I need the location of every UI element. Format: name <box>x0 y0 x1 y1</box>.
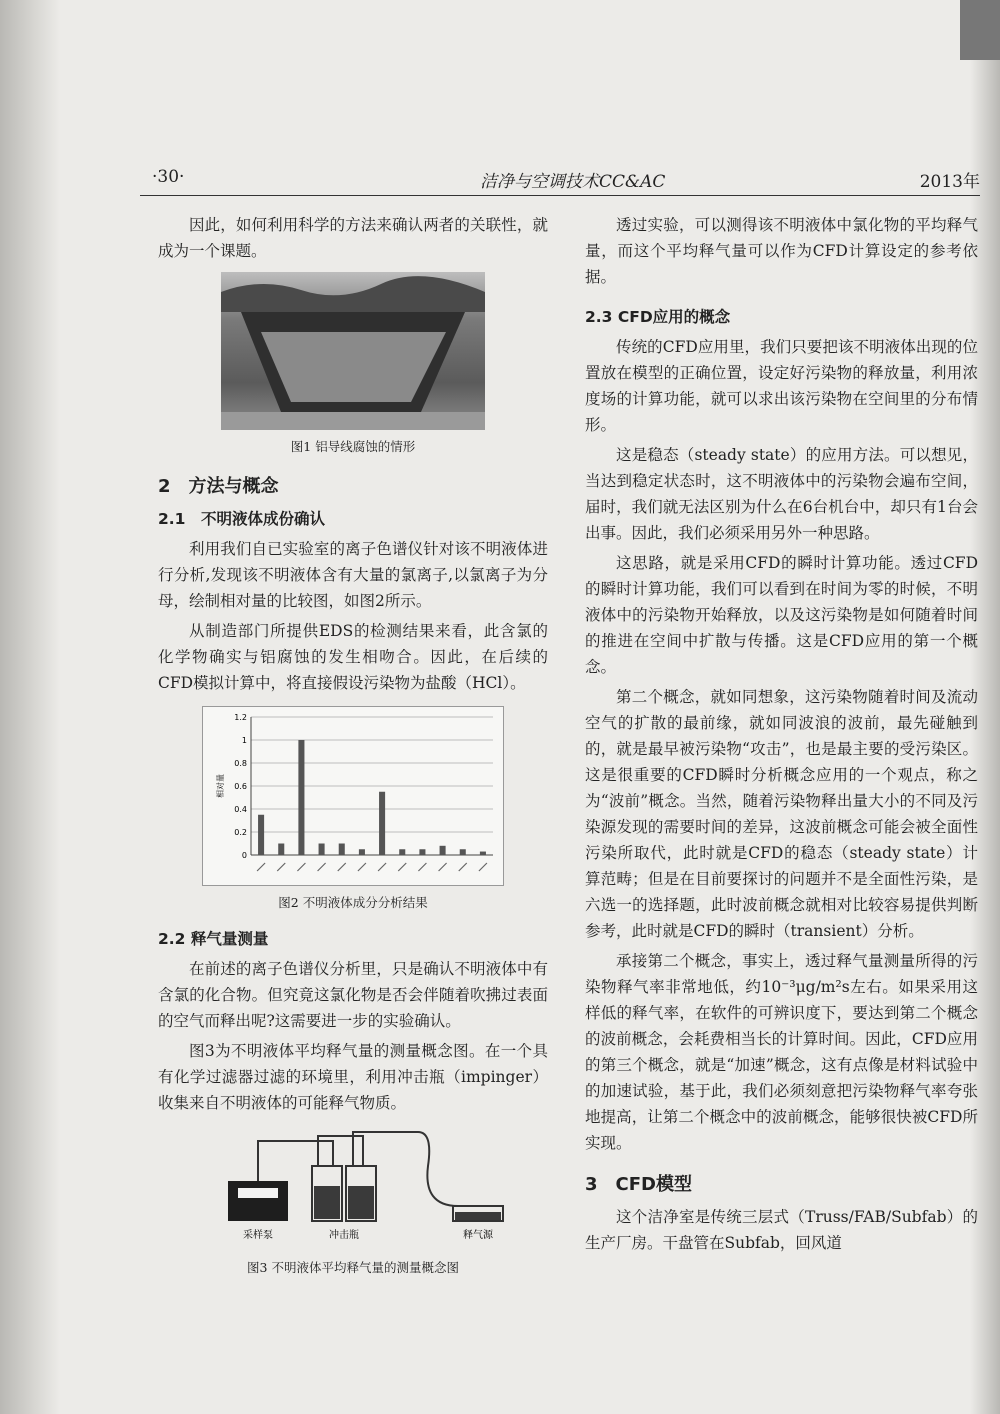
bar <box>399 849 405 855</box>
bar <box>278 844 284 856</box>
x-tick-mark <box>418 863 426 871</box>
label-outgas-source: 释气源 <box>463 1230 493 1241</box>
y-axis-label: 相对量 <box>216 774 225 798</box>
paragraph-2-3-a: 传统的CFD应用里，我们只要把该不明液体出现的位置放在模型的正确位置，设定好污染物的释放量，利用浓度场的计算功能，就可以求出该污染物在空间里的分布情形。 <box>585 338 978 434</box>
figure-1-photo <box>221 272 485 430</box>
y-tick-label: 0.4 <box>234 805 247 814</box>
paragraph-2-2-b: 图3为不明液体平均释气量的测量概念图。在一个具有化学过滤器过滤的环境里，利用冲击瓶（impinger）收集来自不明液体的可能释气物质。 <box>158 1042 548 1112</box>
page-number: ·30· <box>152 167 185 187</box>
figure-1-caption: 图1 铝导线腐蚀的情形 <box>290 439 416 454</box>
bar <box>440 846 446 855</box>
y-tick-label: 1 <box>241 736 247 745</box>
paragraph-3: 这个洁净室是传统三层式（Truss/FAB/Subfab）的生产厂房。干盘管在Subfab，回风道 <box>585 1208 978 1252</box>
figure-2-caption: 图2 不明液体成分分析结果 <box>278 895 428 910</box>
section-2-2-heading: 2.2 释气量测量 <box>158 930 269 948</box>
x-tick-mark <box>277 863 285 871</box>
x-tick-mark <box>318 863 326 871</box>
corrosion-photo-graphic <box>221 272 485 430</box>
bar <box>298 740 304 855</box>
bar <box>319 844 325 856</box>
y-tick-label: 0.2 <box>234 828 247 837</box>
x-tick-mark <box>358 863 366 871</box>
x-tick-mark <box>398 863 406 871</box>
sampling-pump-shape <box>228 1181 288 1221</box>
tube-1 <box>258 1141 333 1181</box>
running-header <box>140 165 980 196</box>
journal-year: 2013年 <box>919 172 980 192</box>
x-tick-mark <box>439 863 447 871</box>
paragraph-2-3-c: 这思路，就是采用CFD的瞬时计算功能。透过CFD的瞬时计算功能，我们可以看到在时间为零的时候，不明液体中的污染物开始释放，以及这污染物是如何随着时间的推进在空间中扩散与传播。这是CFD应用的第一个概念。 <box>585 554 978 676</box>
paragraph-2-3-d: 第二个概念，就如同想象，这污染物随着时间及流动空气的扩散的最前缘，就如同波浪的波前，最先碰触到的，就是最早被污染物“攻击”，也是最主要的受污染区。这是很重要的CFD瞬时分析概念应用的一个观点，称之为“波前”概念。当然，随着污染物释出量大小的不同及污染源发现的需要时间的差异，这波前概念可能会被全面性污染所取代，此时就是CFD的稳态（steady state）计算范畴；但是在目前要探讨的问题并不是全面性污染，是六选一的选择题，此时波前概念就相对比较容易提供判断参考，此时就是CFD的瞬时（transient）分析。 <box>585 688 978 940</box>
y-tick-label: 1.2 <box>234 713 247 722</box>
bar <box>339 844 345 856</box>
paragraph-2-3-b: 这是稳态（steady state）的应用方法。可以想见，当达到稳定状态时，这不明液体中的污染物会遍布空间，届时，我们就无法区别为什么在6台机台中，却只有1台会出事。因此，我们必须采用另外一种思路。 <box>585 446 978 542</box>
paragraph-2-1-b: 从制造部门所提供EDS的检测结果来看，此含氯的化学物确实与铝腐蚀的发生相吻合。因此，在后续的CFD模拟计算中，将直接假设污染物为盐酸（HCl）。 <box>158 622 548 692</box>
bar <box>419 849 425 855</box>
bar <box>379 792 385 855</box>
left-column <box>158 212 548 1291</box>
x-tick-mark <box>297 863 305 871</box>
paragraph-intro: 因此，如何利用科学的方法来确认两者的关联性，就成为一个课题。 <box>158 216 548 260</box>
x-tick-mark <box>479 863 487 871</box>
paragraph-2-1-a: 利用我们自已实验室的离子色谱仪针对该不明液体进行分析,发现该不明液体含有大量的氯离子,以氯离子为分母，绘制相对量的比较图，如图2所示。 <box>158 540 548 610</box>
bar <box>460 849 466 855</box>
paragraph-right-top: 透过实验，可以测得该不明液体中氯化物的平均释气量，而这个平均释气量可以作为CFD计算设定的参考依据。 <box>585 216 978 286</box>
bar <box>359 849 365 855</box>
figure-3-caption: 图3 不明液体平均释气量的测量概念图 <box>247 1260 459 1275</box>
section-2-3-heading: 2.3 CFD应用的概念 <box>585 308 731 326</box>
bar <box>480 852 486 855</box>
x-tick-mark <box>378 863 386 871</box>
scan-corner-mark <box>960 0 1000 60</box>
figure-2-chart <box>202 706 504 886</box>
label-sampling-pump: 采样泵 <box>243 1230 273 1241</box>
y-tick-label: 0.6 <box>234 782 247 791</box>
paragraph-2-3-e: 承接第二个概念，事实上，透过释气量测量所得的污染物释气率非常地低，约10⁻³μg/m²s左右。如果采用这样低的释气率，在软件的可辨识度下，要达到第二个概念的波前概念，会耗费相当长的计算时间。因此，CFD应用的第三个概念，就是“加速”概念，这有点像是材料试验中的加速试验，基于此，我们必须刻意把污染物释气率夸张地提高，让第二个概念中的波前概念，能够很快被CFD所实现。 <box>585 952 978 1152</box>
x-tick-mark <box>338 863 346 871</box>
right-column <box>585 212 978 1256</box>
figure-3-diagram <box>188 1126 518 1251</box>
y-tick-label: 0 <box>241 851 247 860</box>
journal-title: 洁净与空调技术CC&AC <box>480 172 666 192</box>
label-impinger: 冲击瓶 <box>329 1230 359 1241</box>
section-2-1-heading: 2.1 不明液体成份确认 <box>158 510 325 528</box>
paragraph-2-2-a: 在前述的离子色谱仪分析里，只是确认不明液体中有含氯的化合物。但究竟这氯化物是否会伴随着吹拂过表面的空气而释出呢?这需要进一步的实验确认。 <box>158 960 548 1030</box>
section-2-heading: 2 方法与概念 <box>158 476 279 497</box>
x-tick-mark <box>257 863 265 871</box>
bar <box>258 815 264 855</box>
measurement-diagram <box>188 1126 518 1251</box>
bar-chart <box>203 707 503 885</box>
y-tick-label: 0.8 <box>234 759 247 768</box>
scan-shadow-left <box>0 0 60 1414</box>
section-3-heading: 3 CFD模型 <box>585 1174 692 1195</box>
x-tick-mark <box>459 863 467 871</box>
